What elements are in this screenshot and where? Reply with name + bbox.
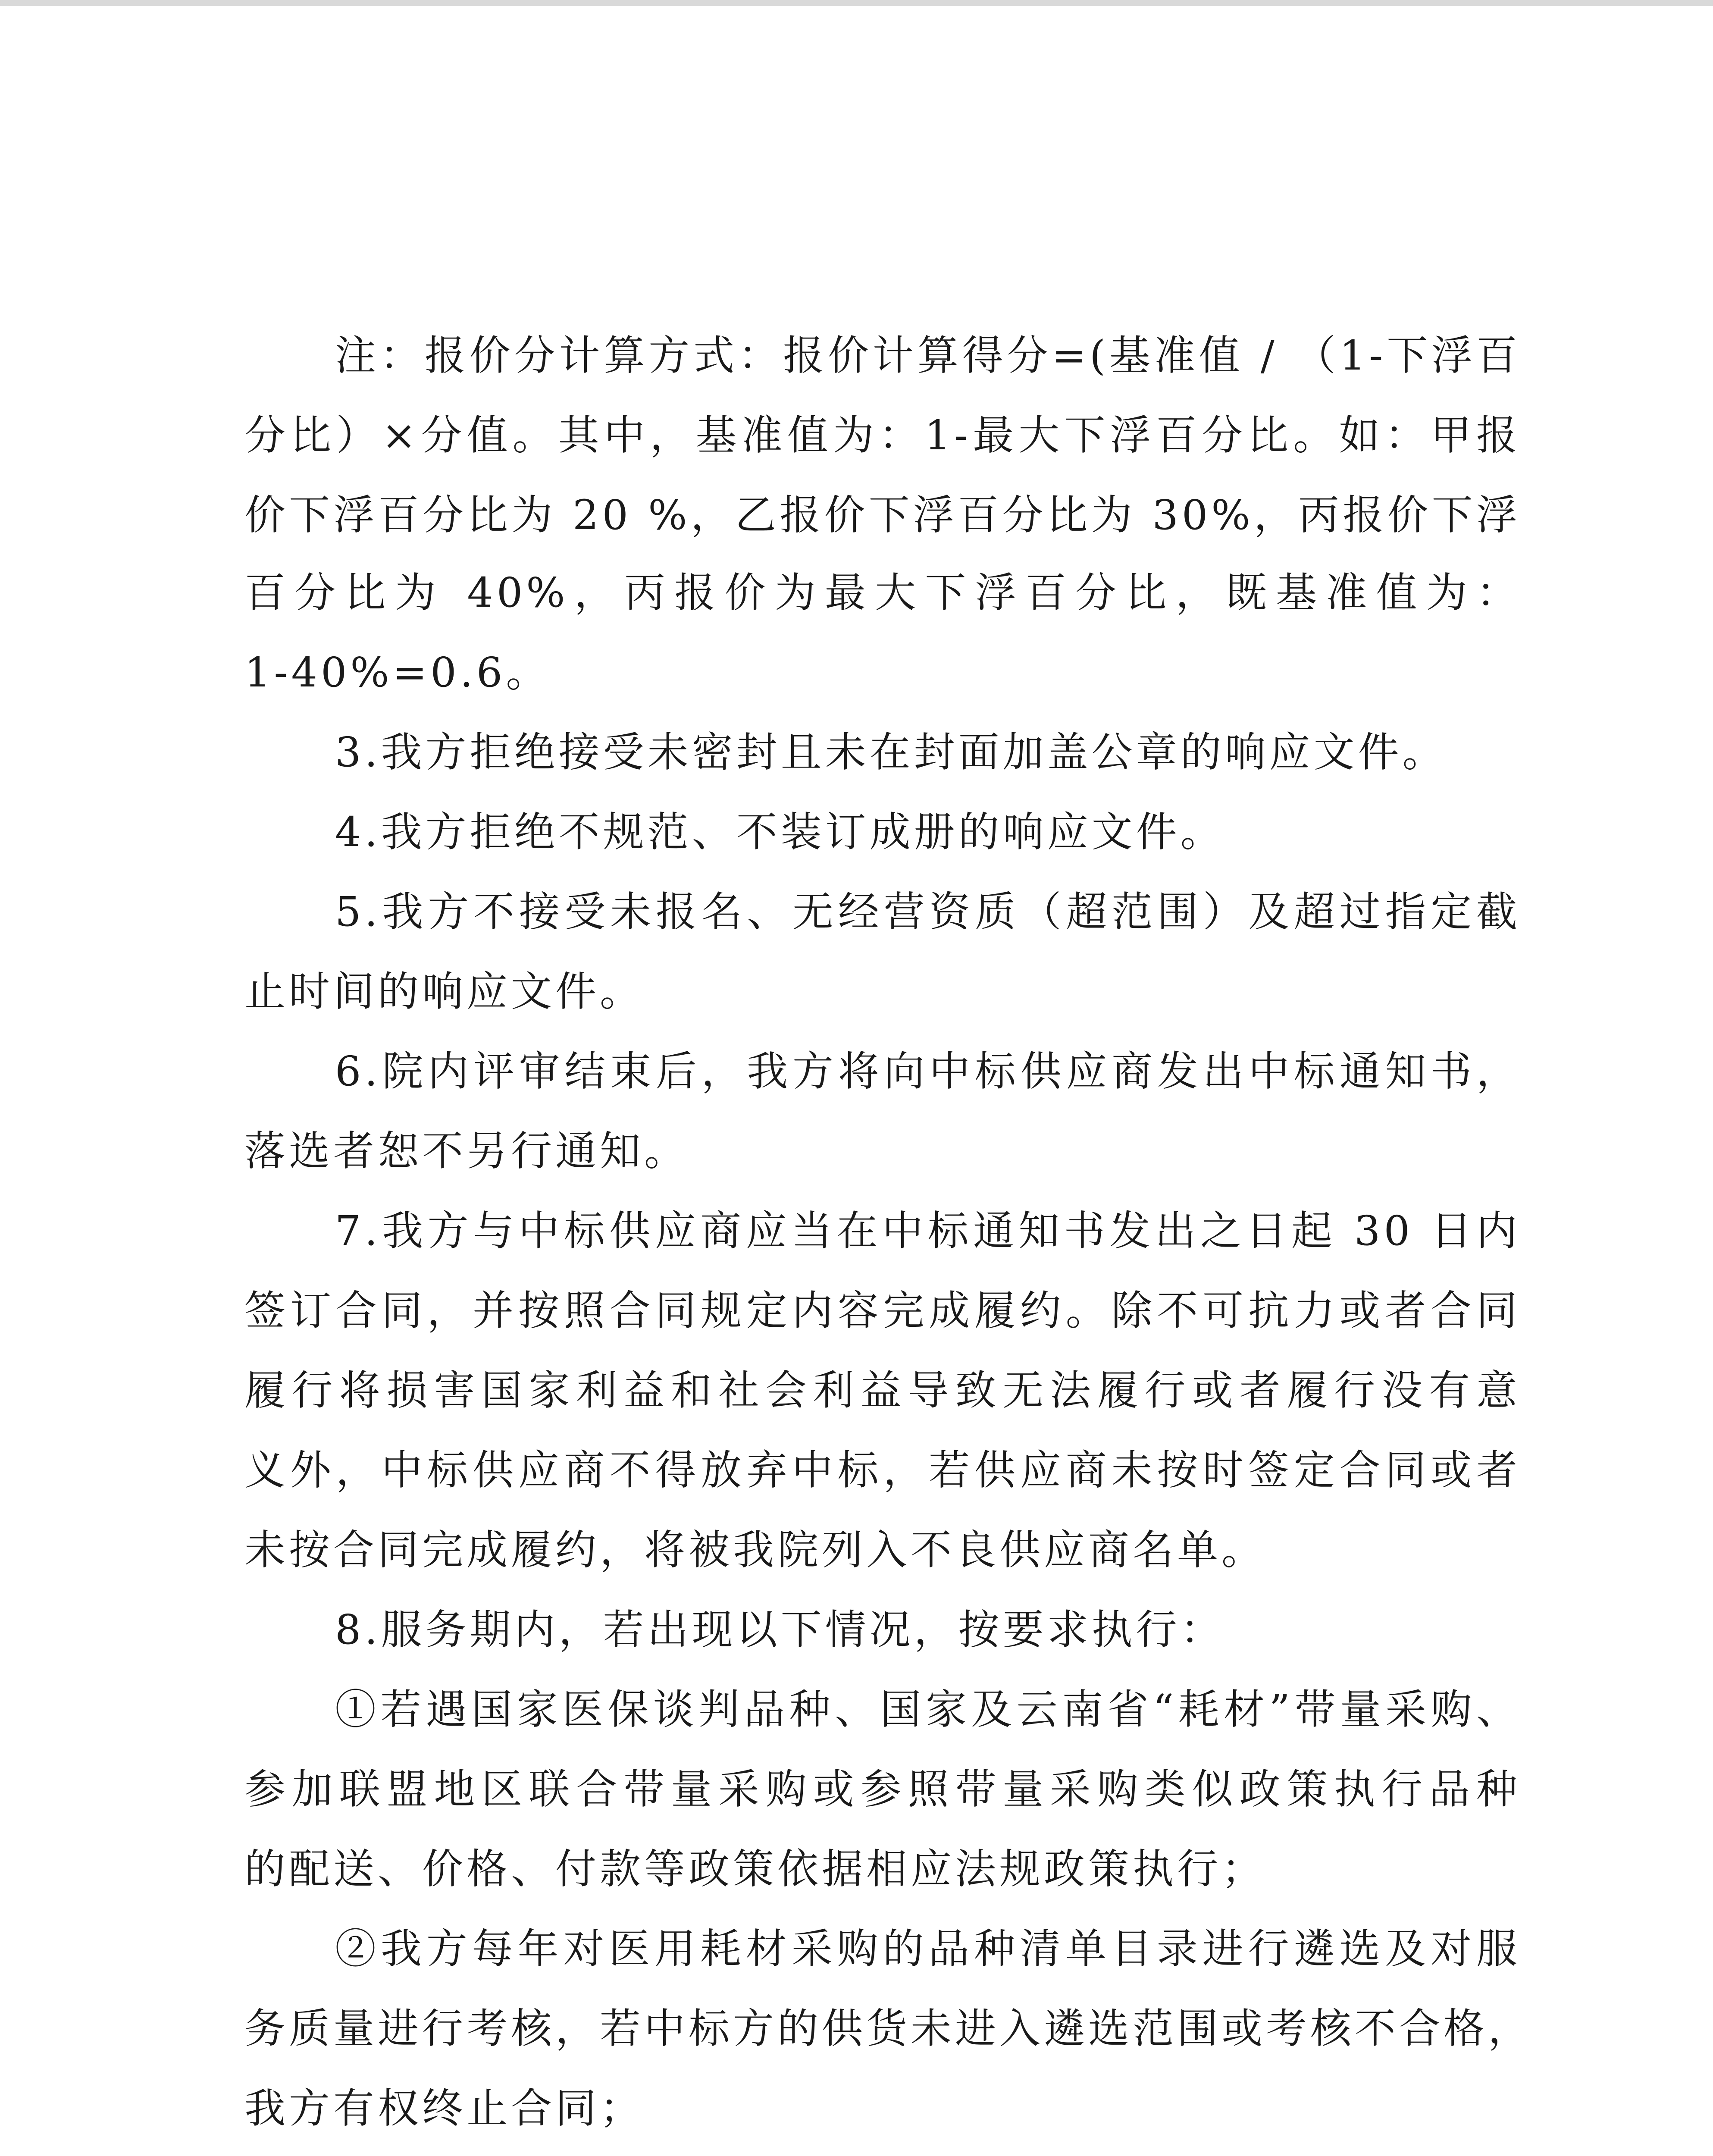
text-line: 履行将损害国家利益和社会利益导致无法履行或者履行没有意: [244, 1367, 1521, 1414]
scan-edge: [0, 0, 1713, 6]
text-line: 务质量进行考核，若中标方的供货未进入遴选范围或考核不合格，: [244, 2005, 1533, 2053]
text-line: 义外，中标供应商不得放弃中标，若供应商未按时签定合同或者: [244, 1447, 1521, 1494]
text-line: 价下浮百分比为 20 %，乙报价下浮百分比为 30%，丙报价下浮: [244, 492, 1521, 539]
text-line: 分比）×分值。其中，基准值为：1-最大下浮百分比。如：甲报: [244, 412, 1521, 459]
text-line: ②我方每年对医用耗材采购的品种清单目录进行遴选及对服: [335, 1925, 1521, 1973]
text-line: 止时间的响应文件。: [244, 968, 645, 1015]
text-line: ①若遇国家医保谈判品种、国家及云南省“耗材”带量采购、: [335, 1686, 1521, 1733]
text-line: 未按合同完成履约，将被我院列入不良供应商名单。: [244, 1526, 1266, 1574]
text-line: 签订合同，并按照合同规定内容完成履约。除不可抗力或者合同: [244, 1287, 1521, 1335]
clause-8: 8.服务期内，若出现以下情况，按要求执行：: [335, 1606, 1225, 1654]
text-line: 注：报价分计算方式：报价计算得分=(基准值 / （1-下浮百: [335, 332, 1521, 379]
text-line: 落选者恕不另行通知。: [244, 1128, 689, 1175]
text-line: 的配送、价格、付款等政策依据相应法规政策执行；: [244, 1846, 1266, 1893]
text-line: 5.我方不接受未报名、无经营资质（超范围）及超过指定截: [335, 888, 1521, 936]
clause-4: 4.我方拒绝不规范、不装订成册的响应文件。: [335, 808, 1225, 856]
text-line: 1-40%=0.6。: [244, 649, 551, 696]
text-line: 参加联盟地区联合带量采购或参照带量采购类似政策执行品种: [244, 1766, 1521, 1813]
text-line: 百分比为 40%，丙报价为最大下浮百分比，既基准值为：: [244, 569, 1521, 617]
text-line: 我方有权终止合同；: [244, 2085, 645, 2132]
text-line: 7.我方与中标供应商应当在中标通知书发出之日起 30 日内: [335, 1207, 1521, 1255]
text-line: 6.院内评审结束后，我方将向中标供应商发出中标通知书，: [335, 1048, 1521, 1095]
clause-3: 3.我方拒绝接受未密封且未在封面加盖公章的响应文件。: [335, 729, 1447, 776]
